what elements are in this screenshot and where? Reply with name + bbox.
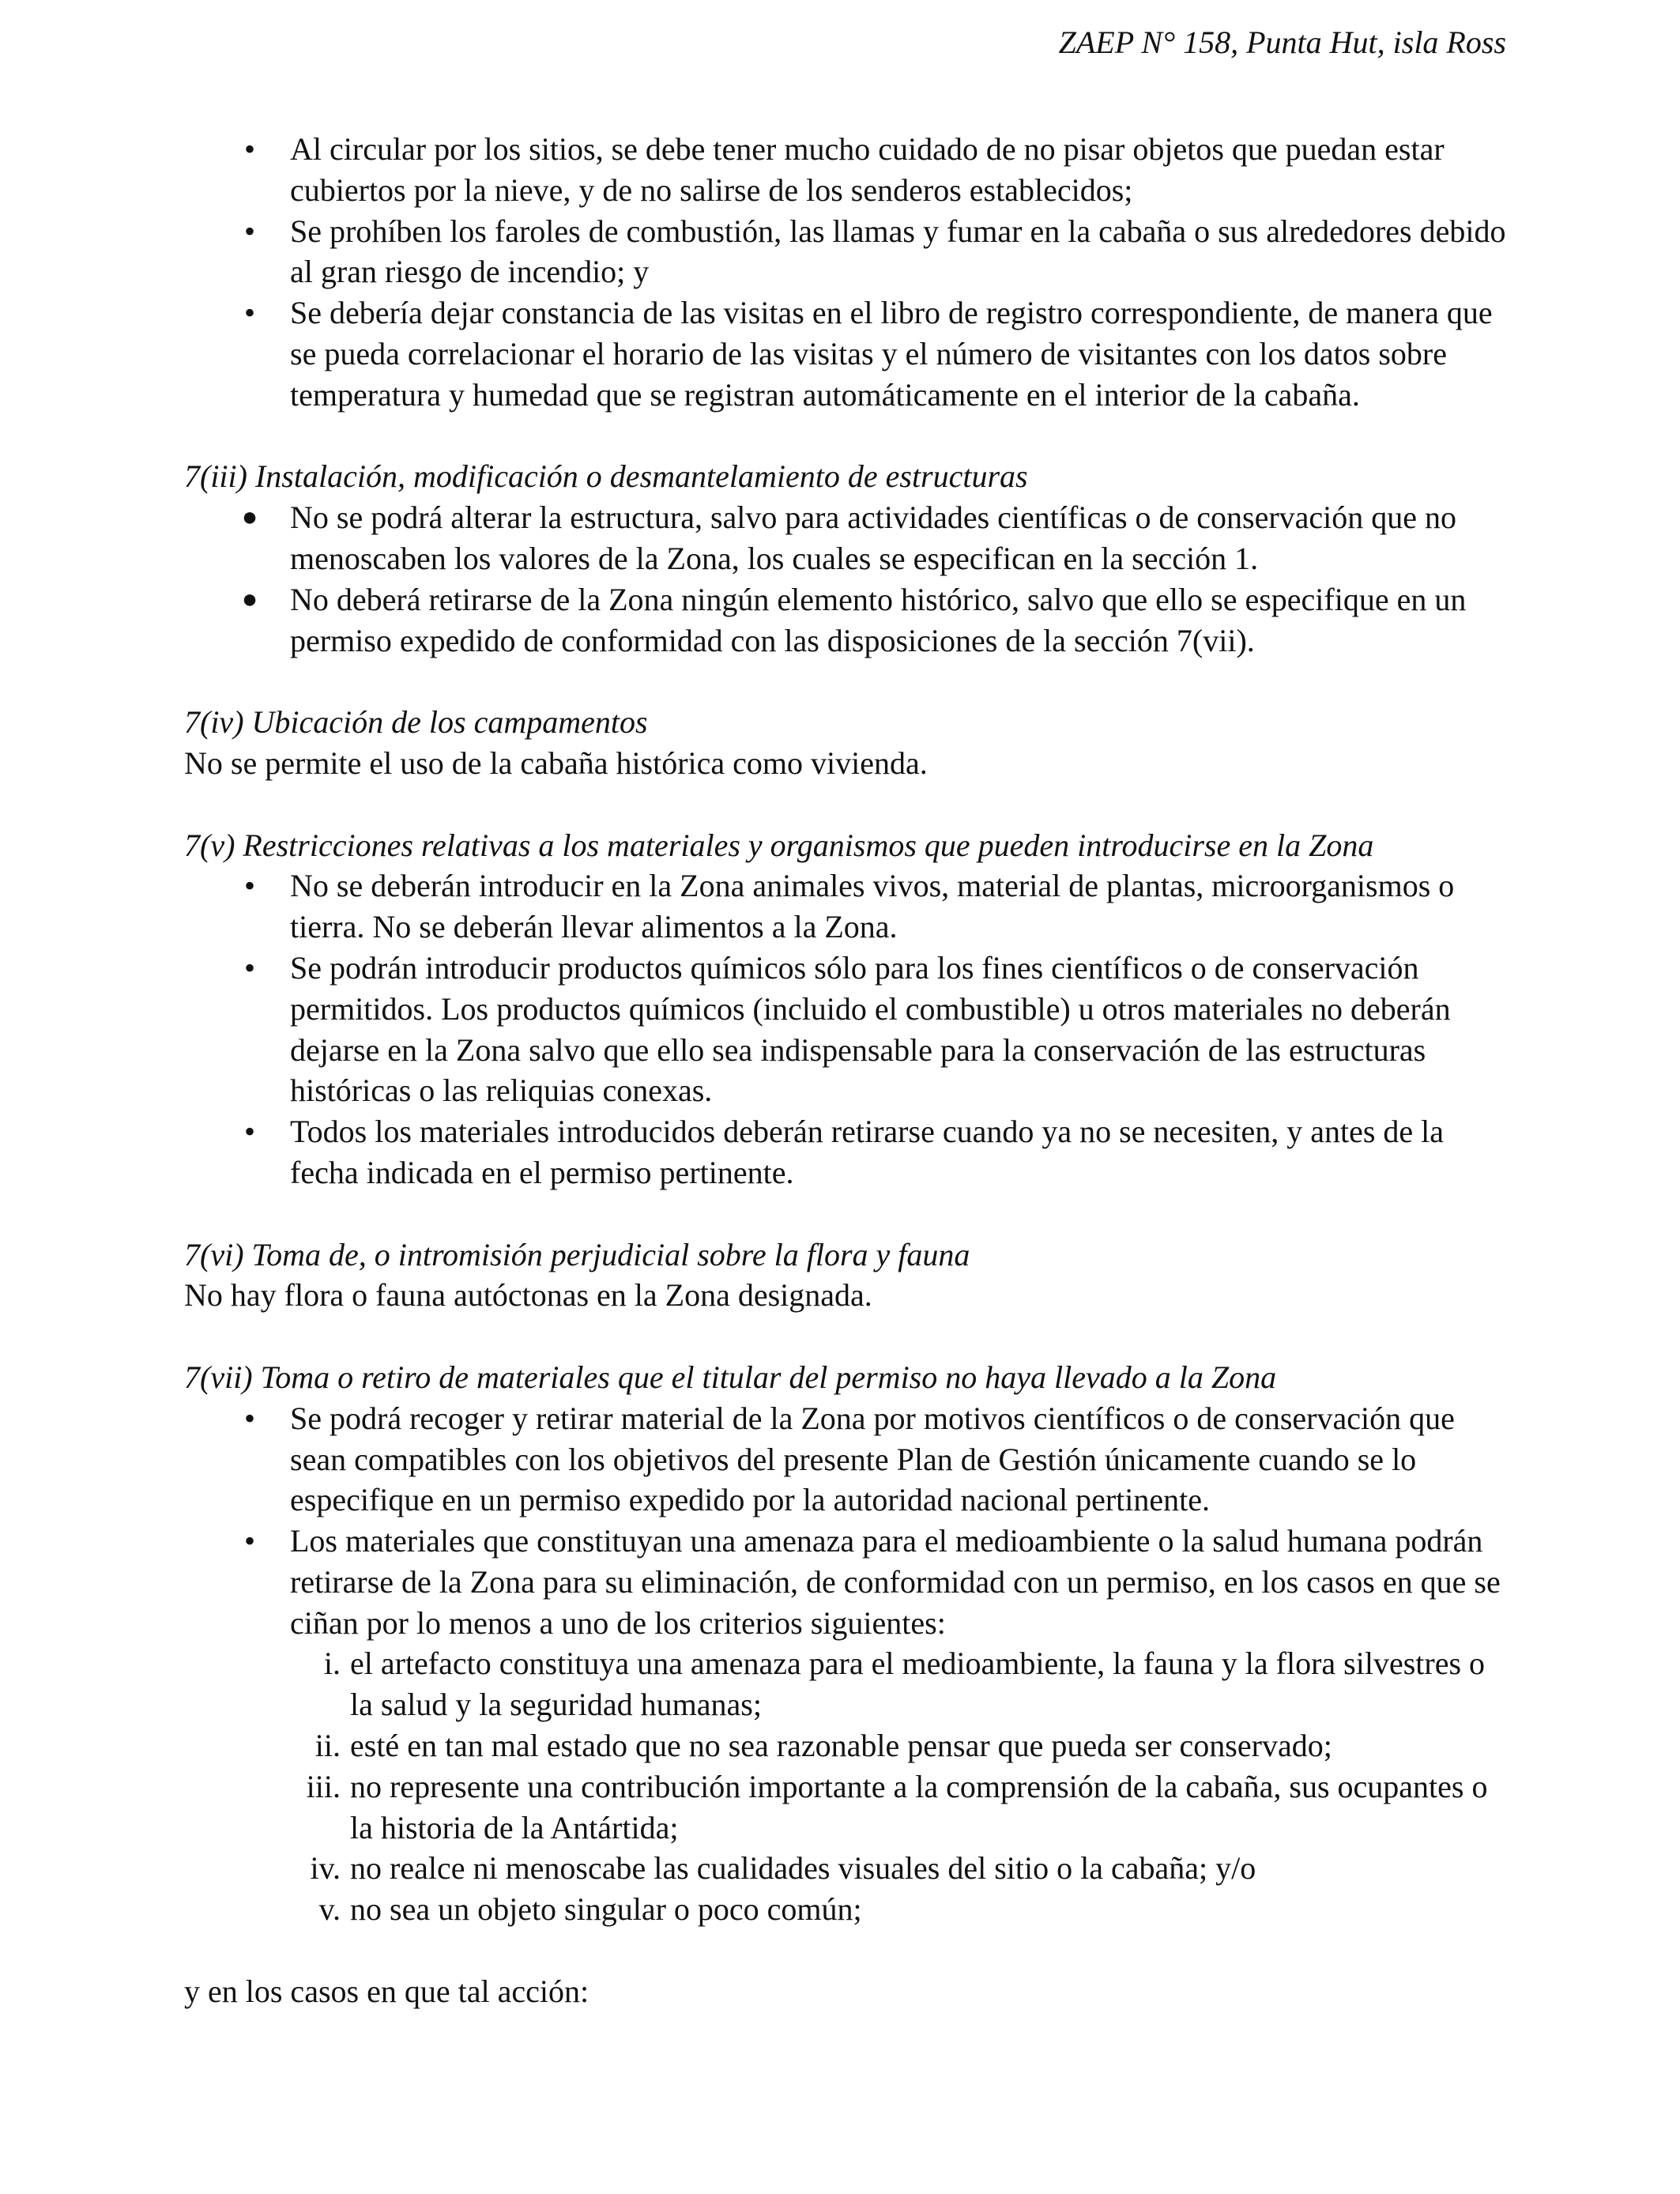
list-item-text: Los materiales que constituyan una amenaza para el medioambiente o la salud humana podrán retirarse de la Zona para su eliminación, de conformidad con un permiso, en los casos en que se ciñan por lo menos a uno de los criterios siguientes: (290, 1523, 1501, 1641)
list-item (184, 1398, 1512, 1521)
bullet-icon: • (243, 1523, 255, 1559)
bullet-icon: • (243, 1114, 255, 1150)
spacer (184, 1316, 1512, 1357)
page-content (184, 129, 1512, 2012)
list-item-text: No deberá retirarse de la Zona ningún elemento histórico, salvo que ello se especifique en un permiso expedido de conformidad con las disposiciones de la sección 7(vii). (290, 581, 1467, 658)
closing-text: y en los casos en que tal acción: (184, 1973, 590, 2009)
spacer (184, 661, 1512, 702)
section-vi-text: No hay flora o fauna autóctonas en la Zona designada. (184, 1277, 872, 1314)
section-heading-iv: 7(iv) Ubicación de los campamentos (184, 704, 648, 741)
section-vii-list (184, 1398, 1512, 1644)
intro-bullet-list (184, 129, 1512, 416)
bullet-icon: • (243, 1400, 255, 1436)
list-item-text: Se prohíben los faroles de combustión, las llamas y fumar en la cabaña o sus alrededores debido al gran riesgo de incendio; y (290, 213, 1506, 290)
roman-numeral: iii. (306, 1768, 341, 1804)
list-item-text: Todos los materiales introducidos deberán retirarse cuando ya no se necesiten, y antes de la fecha indicada en el permiso pertinente. (290, 1114, 1445, 1190)
criteria-text: el artefacto constituya una amenaza para el medioambiente, la fauna y la flora silvestres o la salud y la seguridad humanas; (350, 1646, 1486, 1723)
criteria-text: no represente una contribución importante a la comprensión de la cabaña, sus ocupantes o la historia de la Antártida; (350, 1768, 1488, 1845)
list-item-text: No se podrá alterar la estructura, salvo para actividades científicas o de conservación que no menoscaben los valores de la Zona, los cuales se especifican en la sección 1. (290, 499, 1457, 576)
bullet-icon: • (243, 949, 255, 986)
list-item-text: No se deberán introducir en la Zona animales vivos, material de plantas, microorganismos o tierra. No se deberán llevar alimentos a la Zona. (290, 868, 1455, 945)
criteria-list (184, 1643, 1512, 1930)
bullet-icon: • (243, 131, 255, 167)
list-item (184, 948, 1512, 1111)
section-iii-list (184, 497, 1512, 661)
list-item (184, 211, 1512, 293)
section-heading-vii: 7(vii) Toma o retiro de materiales que el titular del permiso no haya llevado a la Zona (184, 1359, 1277, 1395)
criteria-item (184, 1766, 1512, 1849)
criteria-text: no realce ni menoscabe las cualidades visuales del sitio o la cabaña; y/o (350, 1850, 1256, 1887)
roman-numeral: iv. (310, 1850, 341, 1887)
criteria-item (184, 1643, 1512, 1725)
criteria-item (184, 1848, 1512, 1889)
criteria-item (184, 1725, 1512, 1766)
list-item (184, 865, 1512, 948)
roman-numeral: ii. (315, 1728, 341, 1764)
spacer (184, 1193, 1512, 1235)
bullet-icon: • (243, 868, 255, 904)
section-heading-vi: 7(vi) Toma de, o intromisión perjudicial sobre la flora y fauna (184, 1236, 970, 1272)
list-item-text: Se podrá recoger y retirar material de la Zona por motivos científicos o de conservación que sean compatibles con los objetivos del presente Plan de Gestión únicamente cuando se lo especifique en un permiso expedido por la autoridad nacional pertinente. (290, 1400, 1455, 1518)
section-heading-v: 7(v) Restricciones relativas a los materiales y organismos que pueden introducirse en la Zona (184, 827, 1374, 863)
list-item (184, 1521, 1512, 1643)
spacer (184, 784, 1512, 825)
list-item (184, 579, 1512, 662)
list-item (184, 129, 1512, 211)
spacer (184, 416, 1512, 457)
list-item-text: Al circular por los sitios, se debe tener mucho cuidado de no pisar objetos que puedan estar cubiertos por la nieve, y de no salirse de los senderos establecidos; (290, 131, 1445, 208)
list-item (184, 292, 1512, 415)
roman-numeral: v. (318, 1891, 341, 1928)
bullet-icon: • (243, 295, 255, 331)
list-item (184, 1111, 1512, 1193)
section-heading-iii: 7(iii) Instalación, modificación o desmantelamiento de estructuras (184, 458, 1028, 495)
criteria-item (184, 1889, 1512, 1930)
list-item-text: Se debería dejar constancia de las visitas en el libro de registro correspondiente, de manera que se pueda correlacionar el horario de las visitas y el número de visitantes con los datos sobre temperatura y humedad que se registran automáticamente en el interior de la cabaña. (290, 295, 1493, 413)
list-item (184, 497, 1512, 579)
bullet-icon: ● (241, 584, 258, 614)
roman-numeral: i. (323, 1646, 341, 1682)
bullet-icon: ● (241, 503, 258, 533)
running-header: ZAEP N° 158, Punta Hut, isla Ross (1058, 25, 1506, 60)
spacer (184, 1930, 1512, 1971)
list-item-text: Se podrán introducir productos químicos sólo para los fines científicos o de conservación permitidos. Los productos químicos (incluido el combustible) u otros materiales no deberán dejarse en la Zona salvo que ello sea indispensable para la conservación de las estructuras históricas o las reliquias conexas. (290, 949, 1451, 1109)
criteria-text: no sea un objeto singular o poco común; (350, 1891, 862, 1928)
bullet-icon: • (243, 213, 255, 249)
section-v-list (184, 865, 1512, 1193)
criteria-text: esté en tan mal estado que no sea razonable pensar que pueda ser conservado; (350, 1728, 1332, 1764)
section-iv-text: No se permite el uso de la cabaña histórica como vivienda. (184, 745, 928, 781)
